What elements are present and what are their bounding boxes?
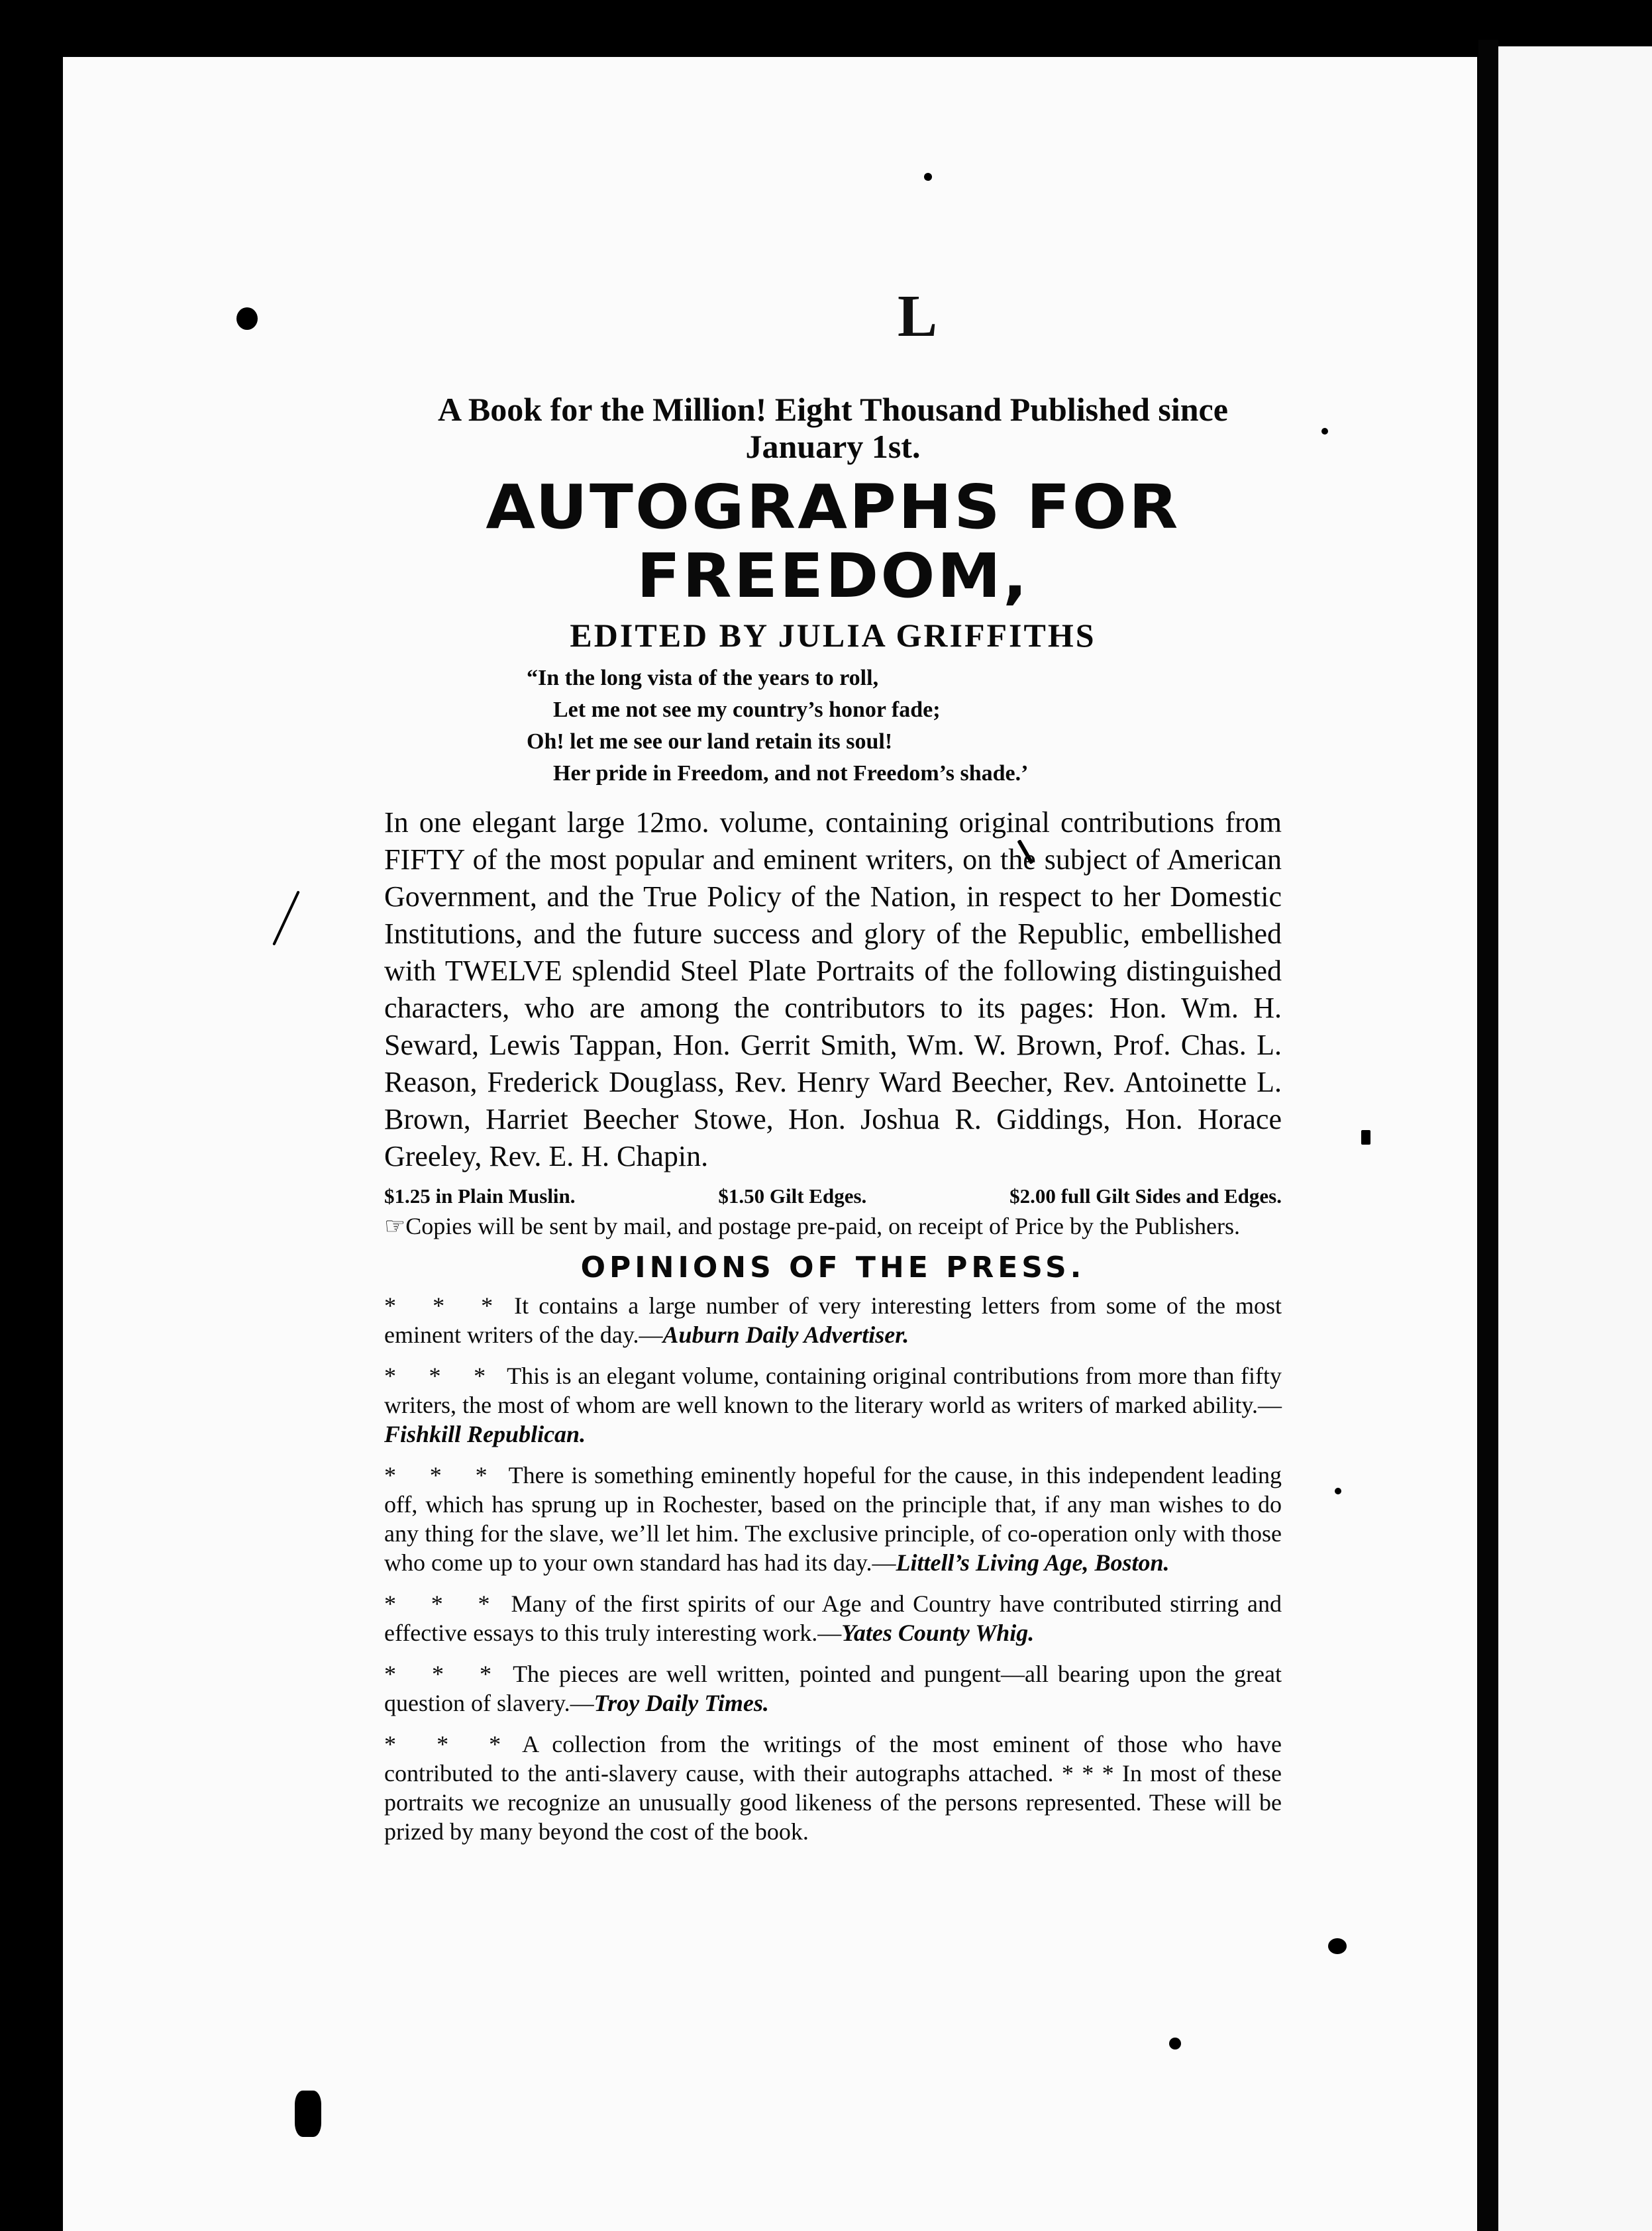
ink-speck (1361, 1130, 1370, 1145)
review-text: There is something eminently hopeful for the cause, in this independent leading off, which has sprung up in Rochester, based on the principle that, if any man wishes to do any thing for the slave, we’ll let him. The exclusive principle, of co-operation only with those who come up to your own standard has had its day.— (384, 1462, 1282, 1576)
press-review (384, 1589, 1282, 1647)
tagline: A Book for the Million! Eight Thousand Published since January 1st. (438, 391, 1228, 465)
ink-speck (1328, 1938, 1347, 1954)
poem-line: Her pride in Freedom, and not Freedom’s shade.’ (553, 761, 1029, 786)
price-muslin: $1.25 in Plain Muslin. (384, 1184, 576, 1208)
book-description: In one elegant large 12mo. volume, containing original contributions from FIFTY of the most popular and eminent writers, on the subject of American Government, and the True Policy of the Nation, in respect to her Domestic Institutions, and the future success and glory of the Republic, embellished with TWELVE splendid Steel Plate Portraits of the following distinguished characters, who are among the contributors to its pages: Hon. Wm. H. Seward, Lewis Tappan, Hon. Gerrit Smith, Wm. W. Brown, Prof. Chas. L. Reason, Frederick Douglass, Rev. Henry Ward Beecher, Rev. Antoinette L. Brown, Harriet Beecher Stowe, Hon. Joshua R. Giddings, Hon. Horace Greeley, Rev. E. H. Chapin. (384, 806, 1282, 1172)
review-text: Many of the first spirits of our Age and Country have contributed stirring and effective essays to this truly interesting work.— (384, 1590, 1282, 1646)
review-text: A collection from the writings of the most eminent of those who have contributed to the anti-slavery cause, with their autographs attached. * * * In most of these portraits we recognize an unusually good likeness of the persons represented. These will be prized by many beyond the cost of the book. (384, 1731, 1282, 1845)
facing-page (1498, 46, 1652, 2231)
ink-speck (272, 890, 300, 945)
asterism: * * * (384, 1462, 501, 1488)
advertisement-sheet (384, 391, 1282, 1858)
review-source: Fishkill Republican. (384, 1421, 586, 1447)
review-text: The pieces are well written, pointed and pungent—all bearing upon the great question of slavery.— (384, 1661, 1282, 1716)
price-gilt-edges: $1.50 Gilt Edges. (718, 1184, 867, 1208)
review-source: Littell’s Living Age, Boston. (896, 1549, 1170, 1576)
page-gutter (1478, 40, 1498, 2231)
ink-speck (924, 173, 932, 181)
asterism: * * * (384, 1731, 515, 1757)
press-review (384, 1291, 1282, 1349)
press-review (384, 1361, 1282, 1449)
press-review (384, 1461, 1282, 1577)
asterism: * * * (384, 1363, 499, 1389)
price-list (384, 1184, 1282, 1208)
epigraph-poem (384, 662, 1282, 790)
poem-line: Oh! let me see our land retain its soul! (527, 729, 893, 754)
asterism: * * * (384, 1661, 505, 1687)
ink-speck (295, 2091, 321, 2137)
book-title: AUTOGRAPHS FOR FREEDOM, (486, 472, 1180, 611)
review-source: Troy Daily Times. (594, 1690, 769, 1716)
review-text: It contains a large number of very interesting letters from some of the most eminent writers of the day.— (384, 1292, 1282, 1348)
review-text: This is an elegant volume, containing original contributions from more than fifty writers, the most of whom are well known to the literary world as writers of marked ability.— (384, 1363, 1282, 1418)
press-heading: OPINIONS OF THE PRESS. (580, 1251, 1086, 1284)
asterism: * * * (384, 1292, 507, 1319)
poem-line: Let me not see my country’s honor fade; (553, 698, 941, 722)
ink-speck (1169, 2038, 1181, 2049)
poem-line: “In the long vista of the years to roll, (527, 666, 879, 690)
press-review (384, 1730, 1282, 1846)
ink-speck (236, 307, 258, 330)
press-review (384, 1659, 1282, 1718)
review-source: Auburn Daily Advertiser. (662, 1322, 909, 1348)
price-full-gilt: $2.00 full Gilt Sides and Edges. (1009, 1184, 1282, 1208)
editor-credit: EDITED BY JULIA GRIFFITHS (570, 617, 1096, 654)
review-source: Yates County Whig. (841, 1620, 1035, 1646)
ink-speck (1321, 428, 1328, 435)
asterism: * * * (384, 1590, 503, 1617)
mail-notice: ☞Copies will be sent by mail, and postage pre-paid, on receipt of Price by the Publishers. (384, 1213, 1240, 1239)
ink-speck (1335, 1488, 1341, 1494)
handwritten-mark: L (898, 284, 938, 349)
